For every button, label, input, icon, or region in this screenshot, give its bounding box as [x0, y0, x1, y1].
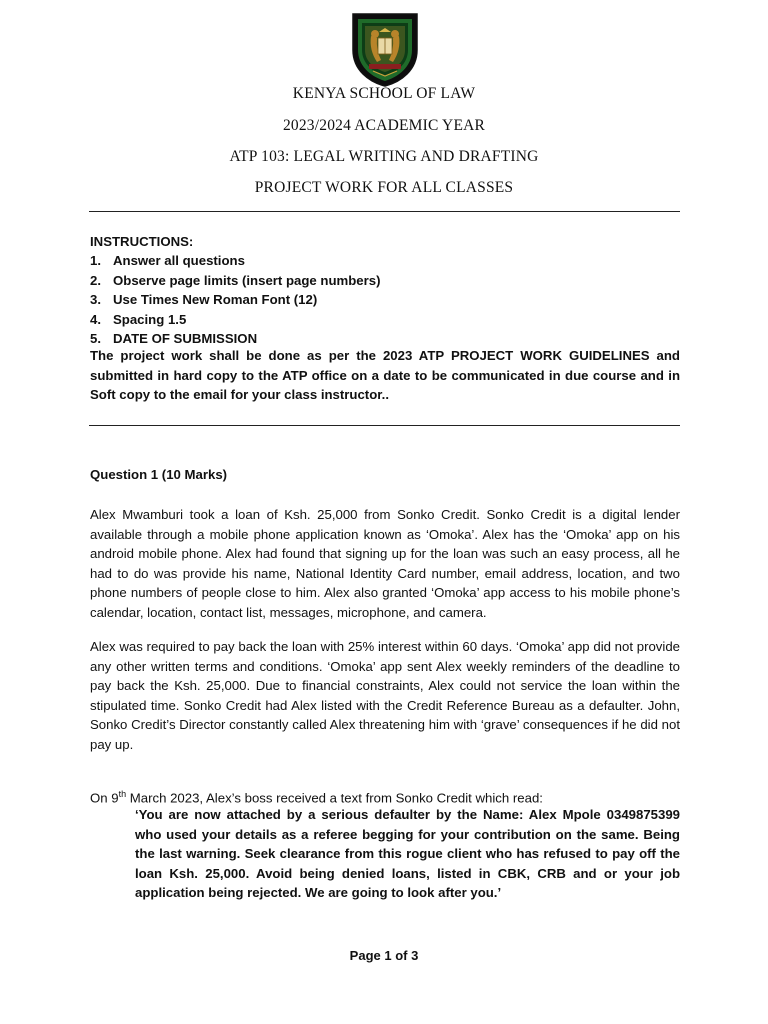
course-title: ATP 103: LEGAL WRITING AND DRAFTING	[229, 148, 539, 165]
project-title: PROJECT WORK FOR ALL CLASSES	[254, 179, 514, 196]
instruction-item: 2. Observe page limits (insert page numbers)	[90, 272, 381, 288]
instructions-list	[90, 251, 381, 349]
instruction-item: 5. DATE OF SUBMISSION	[90, 331, 258, 346]
instruction-item: 1. Answer all questions	[90, 253, 245, 268]
text-message-quote: ‘You are now attached by a serious defaulter by the Name: Alex Mpole 0349875399 who used your details as a referee begging for your contribution on the same. Being the last warning. Seek clearance from this rogue client who has refused to pay off the loan Ksh. 25,000. Avoid being denied loans, listed in CBK, CRB and or your job application being rejected. We are going to look after you.’	[135, 807, 680, 900]
header-divider	[89, 211, 680, 212]
instruction-item: 4. Spacing 1.5	[90, 311, 187, 327]
question-1-paragraph-2: Alex was required to pay back the loan with 25% interest within 60 days. ‘Omoka’ app did not provide any other written terms and conditions. ‘Omoka’ app sent Alex weekly reminders of the deadline to pay back the Ksh. 25,000. Due to financial constraints, Alex could not service the loan within the stipulated time. Sonko Credit had Alex listed with the Credit Reference Bureau as a defaulter. John, Sonko Credit’s Director constantly called Alex threatening him with ‘grave’ consequences if he did not pay up.	[90, 639, 680, 752]
question-1-paragraph-3: On 9th March 2023, Alex’s boss received a text from Sonko Credit which read:	[90, 789, 543, 806]
kenya-school-of-law-crest-icon	[349, 10, 421, 88]
instructions-label: INSTRUCTIONS:	[90, 234, 194, 249]
instruction-item: 3. Use Times New Roman Font (12)	[90, 292, 318, 307]
question-1-paragraph-1: Alex Mwamburi took a loan of Ksh. 25,000 from Sonko Credit. Sonko Credit is a digital lender available through a mobile phone application known as ‘Omoka’. Alex has the ‘Omoka’ app on his android mobile phone. Alex had found that signing up for the loan was such an easy process, all he had to do was provide his name, National Identity Card number, email address, location, and two phone numbers of people close to him. Alex also granted ‘Omoka’ app access to his mobile phone’s calendar, location, contact list, messages, microphone, and camera.	[90, 507, 680, 620]
submission-paragraph: The project work shall be done as per the 2023 ATP PROJECT WORK GUIDELINES and submitted in hard copy to the ATP office on a date to be communicated in due course and in Soft copy to the email for your class instructor..	[90, 348, 680, 402]
institution-title: KENYA SCHOOL OF LAW	[292, 85, 476, 102]
academic-year-title: 2023/2024 ACADEMIC YEAR	[282, 117, 486, 134]
section-divider	[89, 425, 680, 426]
question-1-title: Question 1 (10 Marks)	[90, 467, 228, 482]
page-number: Page 1 of 3	[349, 948, 419, 963]
